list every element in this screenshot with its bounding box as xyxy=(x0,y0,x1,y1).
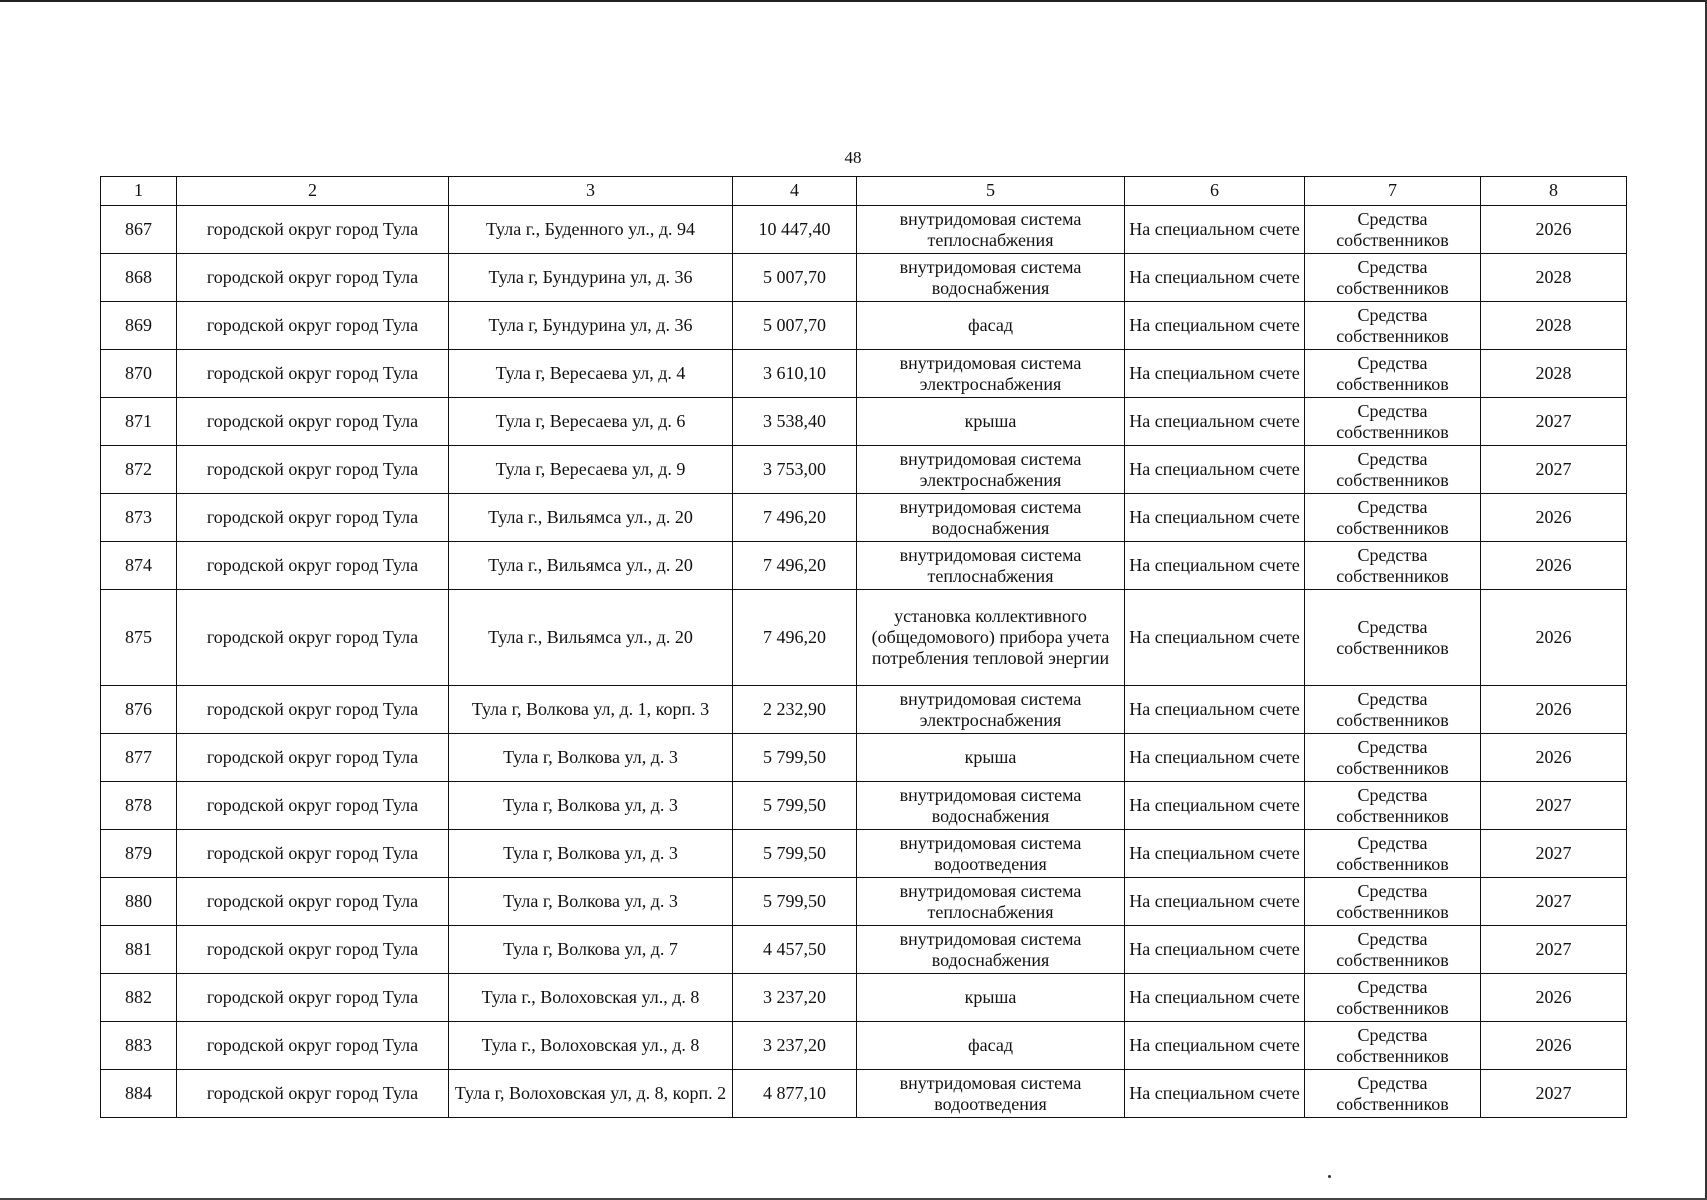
address-cell: Тула г, Волкова ул, д. 7 xyxy=(449,926,733,974)
address-cell: Тула г., Буденного ул., д. 94 xyxy=(449,206,733,254)
work-type-cell: установка коллективного (общедомового) прибора учета потребления тепловой энергии xyxy=(857,590,1125,686)
column-header-2: 2 xyxy=(177,177,449,206)
address-cell: Тула г., Вильямса ул., д. 20 xyxy=(449,542,733,590)
account-type-cell: На специальном счете xyxy=(1125,254,1305,302)
work-type-cell: внутридомовая система электроснабжения xyxy=(857,446,1125,494)
account-type-cell: На специальном счете xyxy=(1125,206,1305,254)
funding-source-cell: Средства собственников xyxy=(1305,494,1481,542)
year-cell: 2026 xyxy=(1481,494,1627,542)
funding-source-cell: Средства собственников xyxy=(1305,782,1481,830)
page-number: 48 xyxy=(844,148,862,167)
area-cell: 5 007,70 xyxy=(733,302,857,350)
area-cell: 2 232,90 xyxy=(733,686,857,734)
municipality-cell: городской округ город Тула xyxy=(177,446,449,494)
area-cell: 5 799,50 xyxy=(733,734,857,782)
area-cell: 3 538,40 xyxy=(733,398,857,446)
area-cell: 5 799,50 xyxy=(733,830,857,878)
repair-program-table xyxy=(100,176,1627,1118)
year-cell: 2027 xyxy=(1481,1070,1627,1118)
municipality-cell: городской округ город Тула xyxy=(177,926,449,974)
municipality-cell: городской округ город Тула xyxy=(177,350,449,398)
account-type-cell: На специальном счете xyxy=(1125,590,1305,686)
area-cell: 3 753,00 xyxy=(733,446,857,494)
row-number-cell: 873 xyxy=(101,494,177,542)
table-row xyxy=(101,926,1627,974)
work-type-cell: внутридомовая система теплоснабжения xyxy=(857,206,1125,254)
work-type-cell: фасад xyxy=(857,302,1125,350)
year-cell: 2027 xyxy=(1481,878,1627,926)
year-cell: 2026 xyxy=(1481,590,1627,686)
row-number-cell: 882 xyxy=(101,974,177,1022)
account-type-cell: На специальном счете xyxy=(1125,1070,1305,1118)
municipality-cell: городской округ город Тула xyxy=(177,830,449,878)
column-number-header-row xyxy=(101,177,1627,206)
funding-source-cell: Средства собственников xyxy=(1305,686,1481,734)
year-cell: 2026 xyxy=(1481,1022,1627,1070)
work-type-cell: крыша xyxy=(857,974,1125,1022)
column-header-1: 1 xyxy=(101,177,177,206)
row-number-cell: 871 xyxy=(101,398,177,446)
address-cell: Тула г, Бундурина ул, д. 36 xyxy=(449,254,733,302)
municipality-cell: городской округ город Тула xyxy=(177,254,449,302)
scan-speck xyxy=(1328,1175,1331,1178)
year-cell: 2028 xyxy=(1481,302,1627,350)
work-type-cell: внутридомовая система водоотведения xyxy=(857,830,1125,878)
table-row xyxy=(101,254,1627,302)
work-type-cell: внутридомовая система водоотведения xyxy=(857,1070,1125,1118)
row-number-cell: 880 xyxy=(101,878,177,926)
account-type-cell: На специальном счете xyxy=(1125,974,1305,1022)
address-cell: Тула г, Волоховская ул, д. 8, корп. 2 xyxy=(449,1070,733,1118)
address-cell: Тула г, Вересаева ул, д. 9 xyxy=(449,446,733,494)
account-type-cell: На специальном счете xyxy=(1125,1022,1305,1070)
table-row xyxy=(101,1070,1627,1118)
account-type-cell: На специальном счете xyxy=(1125,398,1305,446)
column-header-3: 3 xyxy=(449,177,733,206)
year-cell: 2026 xyxy=(1481,974,1627,1022)
funding-source-cell: Средства собственников xyxy=(1305,542,1481,590)
area-cell: 5 799,50 xyxy=(733,782,857,830)
table-row xyxy=(101,878,1627,926)
work-type-cell: внутридомовая система водоснабжения xyxy=(857,782,1125,830)
municipality-cell: городской округ город Тула xyxy=(177,878,449,926)
funding-source-cell: Средства собственников xyxy=(1305,878,1481,926)
work-type-cell: фасад xyxy=(857,1022,1125,1070)
address-cell: Тула г, Волкова ул, д. 3 xyxy=(449,878,733,926)
column-header-8: 8 xyxy=(1481,177,1627,206)
area-cell: 5 007,70 xyxy=(733,254,857,302)
work-type-cell: крыша xyxy=(857,398,1125,446)
work-type-cell: внутридомовая система теплоснабжения xyxy=(857,878,1125,926)
address-cell: Тула г, Бундурина ул, д. 36 xyxy=(449,302,733,350)
account-type-cell: На специальном счете xyxy=(1125,782,1305,830)
municipality-cell: городской округ город Тула xyxy=(177,1022,449,1070)
row-number-cell: 884 xyxy=(101,1070,177,1118)
work-type-cell: внутридомовая система теплоснабжения xyxy=(857,542,1125,590)
table-row xyxy=(101,734,1627,782)
municipality-cell: городской округ город Тула xyxy=(177,398,449,446)
municipality-cell: городской округ город Тула xyxy=(177,494,449,542)
table-row xyxy=(101,350,1627,398)
account-type-cell: На специальном счете xyxy=(1125,686,1305,734)
funding-source-cell: Средства собственников xyxy=(1305,398,1481,446)
row-number-cell: 869 xyxy=(101,302,177,350)
funding-source-cell: Средства собственников xyxy=(1305,1022,1481,1070)
row-number-cell: 877 xyxy=(101,734,177,782)
municipality-cell: городской округ город Тула xyxy=(177,542,449,590)
row-number-cell: 874 xyxy=(101,542,177,590)
year-cell: 2026 xyxy=(1481,542,1627,590)
area-cell: 3 237,20 xyxy=(733,1022,857,1070)
column-header-7: 7 xyxy=(1305,177,1481,206)
account-type-cell: На специальном счете xyxy=(1125,302,1305,350)
account-type-cell: На специальном счете xyxy=(1125,734,1305,782)
row-number-cell: 868 xyxy=(101,254,177,302)
year-cell: 2028 xyxy=(1481,350,1627,398)
address-cell: Тула г, Волкова ул, д. 1, корп. 3 xyxy=(449,686,733,734)
address-cell: Тула г, Волкова ул, д. 3 xyxy=(449,734,733,782)
year-cell: 2027 xyxy=(1481,926,1627,974)
account-type-cell: На специальном счете xyxy=(1125,350,1305,398)
address-cell: Тула г, Вересаева ул, д. 4 xyxy=(449,350,733,398)
year-cell: 2026 xyxy=(1481,734,1627,782)
municipality-cell: городской округ город Тула xyxy=(177,1070,449,1118)
work-type-cell: внутридомовая система электроснабжения xyxy=(857,350,1125,398)
address-cell: Тула г, Волкова ул, д. 3 xyxy=(449,830,733,878)
address-cell: Тула г., Вильямса ул., д. 20 xyxy=(449,494,733,542)
table-row xyxy=(101,446,1627,494)
row-number-cell: 876 xyxy=(101,686,177,734)
row-number-cell: 872 xyxy=(101,446,177,494)
work-type-cell: внутридомовая система водоснабжения xyxy=(857,254,1125,302)
table-row xyxy=(101,782,1627,830)
account-type-cell: На специальном счете xyxy=(1125,494,1305,542)
funding-source-cell: Средства собственников xyxy=(1305,446,1481,494)
work-type-cell: внутридомовая система электроснабжения xyxy=(857,686,1125,734)
row-number-cell: 879 xyxy=(101,830,177,878)
work-type-cell: крыша xyxy=(857,734,1125,782)
funding-source-cell: Средства собственников xyxy=(1305,734,1481,782)
address-cell: Тула г., Вильямса ул., д. 20 xyxy=(449,590,733,686)
area-cell: 4 457,50 xyxy=(733,926,857,974)
address-cell: Тула г, Волкова ул, д. 3 xyxy=(449,782,733,830)
area-cell: 4 877,10 xyxy=(733,1070,857,1118)
table-row xyxy=(101,974,1627,1022)
column-header-6: 6 xyxy=(1125,177,1305,206)
funding-source-cell: Средства собственников xyxy=(1305,302,1481,350)
year-cell: 2027 xyxy=(1481,782,1627,830)
funding-source-cell: Средства собственников xyxy=(1305,206,1481,254)
funding-source-cell: Средства собственников xyxy=(1305,350,1481,398)
account-type-cell: На специальном счете xyxy=(1125,830,1305,878)
municipality-cell: городской округ город Тула xyxy=(177,302,449,350)
funding-source-cell: Средства собственников xyxy=(1305,1070,1481,1118)
municipality-cell: городской округ город Тула xyxy=(177,206,449,254)
municipality-cell: городской округ город Тула xyxy=(177,734,449,782)
row-number-cell: 883 xyxy=(101,1022,177,1070)
work-type-cell: внутридомовая система водоснабжения xyxy=(857,494,1125,542)
column-header-5: 5 xyxy=(857,177,1125,206)
year-cell: 2027 xyxy=(1481,830,1627,878)
municipality-cell: городской округ город Тула xyxy=(177,782,449,830)
table-row xyxy=(101,1022,1627,1070)
account-type-cell: На специальном счете xyxy=(1125,542,1305,590)
municipality-cell: городской округ город Тула xyxy=(177,974,449,1022)
scan-border-top xyxy=(0,0,1707,2)
table-row xyxy=(101,686,1627,734)
address-cell: Тула г, Вересаева ул, д. 6 xyxy=(449,398,733,446)
address-cell: Тула г., Волоховская ул., д. 8 xyxy=(449,1022,733,1070)
funding-source-cell: Средства собственников xyxy=(1305,926,1481,974)
table-row xyxy=(101,830,1627,878)
area-cell: 3 610,10 xyxy=(733,350,857,398)
funding-source-cell: Средства собственников xyxy=(1305,974,1481,1022)
area-cell: 10 447,40 xyxy=(733,206,857,254)
table-row xyxy=(101,590,1627,686)
year-cell: 2026 xyxy=(1481,206,1627,254)
year-cell: 2027 xyxy=(1481,446,1627,494)
year-cell: 2026 xyxy=(1481,686,1627,734)
area-cell: 7 496,20 xyxy=(733,494,857,542)
account-type-cell: На специальном счете xyxy=(1125,926,1305,974)
year-cell: 2027 xyxy=(1481,398,1627,446)
row-number-cell: 870 xyxy=(101,350,177,398)
area-cell: 5 799,50 xyxy=(733,878,857,926)
area-cell: 7 496,20 xyxy=(733,590,857,686)
municipality-cell: городской округ город Тула xyxy=(177,590,449,686)
area-cell: 3 237,20 xyxy=(733,974,857,1022)
funding-source-cell: Средства собственников xyxy=(1305,590,1481,686)
row-number-cell: 875 xyxy=(101,590,177,686)
table-row xyxy=(101,302,1627,350)
table-row xyxy=(101,206,1627,254)
area-cell: 7 496,20 xyxy=(733,542,857,590)
table-body xyxy=(101,206,1627,1118)
funding-source-cell: Средства собственников xyxy=(1305,830,1481,878)
municipality-cell: городской округ город Тула xyxy=(177,686,449,734)
account-type-cell: На специальном счете xyxy=(1125,878,1305,926)
table-row xyxy=(101,494,1627,542)
row-number-cell: 878 xyxy=(101,782,177,830)
row-number-cell: 867 xyxy=(101,206,177,254)
address-cell: Тула г., Волоховская ул., д. 8 xyxy=(449,974,733,1022)
funding-source-cell: Средства собственников xyxy=(1305,254,1481,302)
table-row xyxy=(101,398,1627,446)
column-header-4: 4 xyxy=(733,177,857,206)
work-type-cell: внутридомовая система водоснабжения xyxy=(857,926,1125,974)
account-type-cell: На специальном счете xyxy=(1125,446,1305,494)
table-row xyxy=(101,542,1627,590)
row-number-cell: 881 xyxy=(101,926,177,974)
year-cell: 2028 xyxy=(1481,254,1627,302)
